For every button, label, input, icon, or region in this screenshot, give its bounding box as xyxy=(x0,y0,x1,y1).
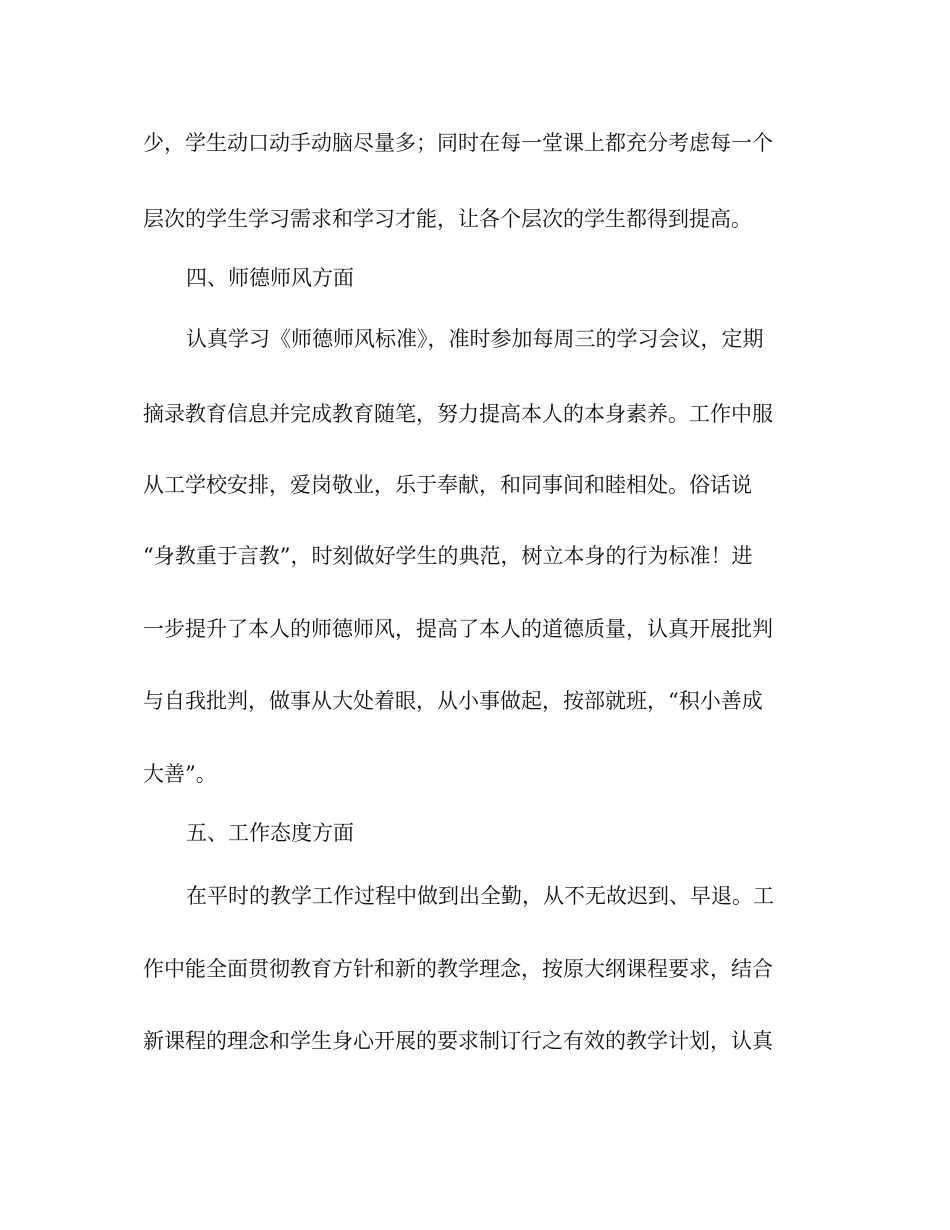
paragraph-line: 新课程的理念和学生身心开展的要求制订行之有效的教学计划，认真 xyxy=(143,1029,773,1053)
paragraph-line: 一步提升了本人的师德师风，提高了本人的道德质量，认真开展批判 xyxy=(143,617,773,641)
paragraph-line: “身教重于言教”，时刻做好学生的典范，树立本身的行为标准！进 xyxy=(143,544,753,568)
paragraph-line: 少，学生动口动手动脑尽量多；同时在每一堂课上都充分考虑每一个 xyxy=(143,131,773,155)
paragraph-line: 与自我批判，做事从大处着眼，从小事做起，按部就班，“积小善成 xyxy=(143,689,763,713)
paragraph-line: 摘录教育信息并完成教育随笔，努力提高本人的本身素养。工作中服 xyxy=(143,402,773,426)
paragraph-line: 大善”。 xyxy=(143,762,217,786)
section-heading: 五、工作态度方面 xyxy=(186,821,354,845)
paragraph-line: 从工学校安排，爱岗敬业，乐于奉献，和同事间和睦相处。俗话说 xyxy=(143,473,752,497)
paragraph-line: 在平时的教学工作过程中做到出全勤，从不无故迟到、早退。工 xyxy=(186,884,774,908)
paragraph-line: 作中能全面贯彻教育方针和新的教学理念，按原大纲课程要求，结合 xyxy=(143,957,773,981)
paragraph-line: 层次的学生学习需求和学习才能，让各个层次的学生都得到提高。 xyxy=(143,207,752,231)
paragraph-line: 认真学习《师德师风标准》，准时参加每周三的学习会议，定期 xyxy=(186,327,764,351)
section-heading: 四、师德师风方面 xyxy=(186,266,354,290)
